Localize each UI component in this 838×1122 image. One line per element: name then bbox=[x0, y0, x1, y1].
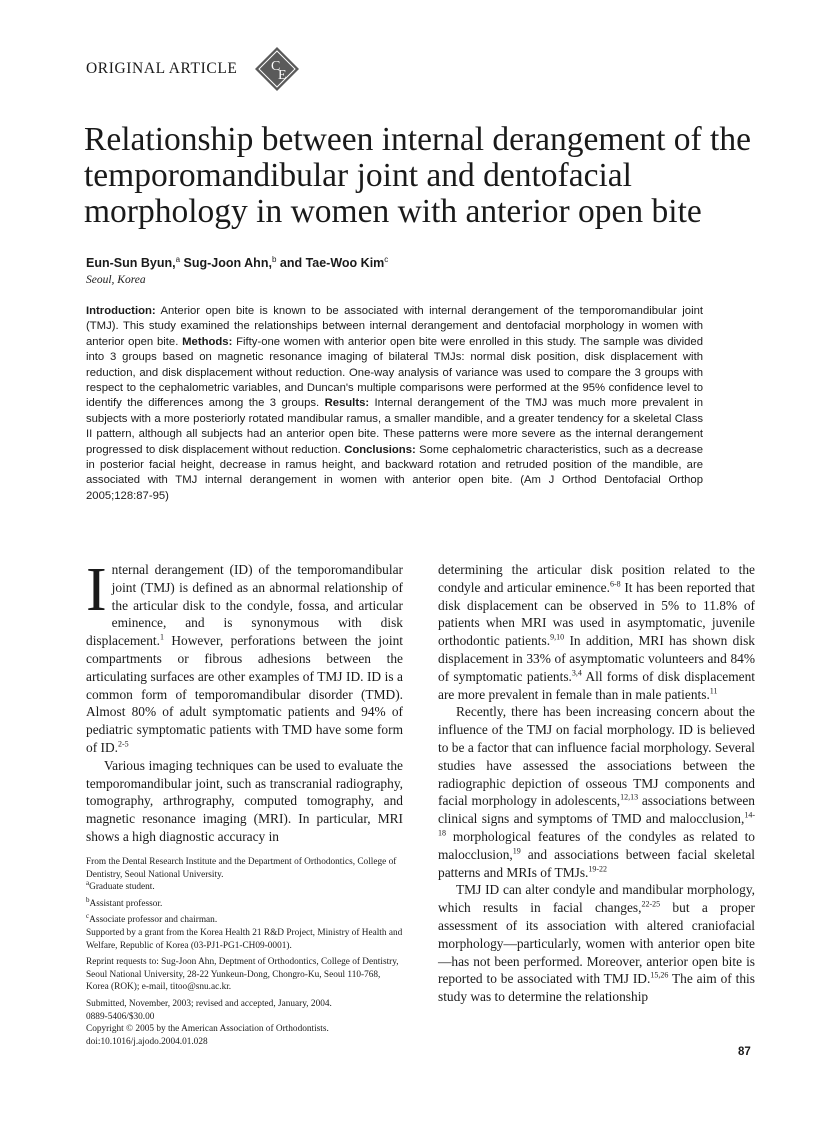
footnote-mark: b bbox=[86, 895, 90, 904]
footnote-item bbox=[86, 881, 403, 894]
footnote-submitted: Submitted, November, 2003; revised and accepted, January, 2004. bbox=[86, 998, 332, 1009]
citation-ref: 3,4 bbox=[571, 668, 582, 678]
citation-ref: 22-25 bbox=[641, 899, 661, 909]
footnote-text: Associate professor and chairman. bbox=[89, 915, 218, 926]
author-location: Seoul, Korea bbox=[86, 274, 146, 286]
author-mark: b bbox=[271, 254, 277, 264]
footnote-doi: doi:10.1016/j.ajodo.2004.01.028 bbox=[86, 1036, 208, 1047]
citation-ref: 15,26 bbox=[650, 970, 669, 980]
paragraph bbox=[86, 556, 403, 757]
footnote-affiliation: From the Dental Research Institute and the Department of Orthodontics, College of Dentistry, Seoul National University. bbox=[86, 857, 397, 880]
footnotes bbox=[86, 856, 403, 1048]
abstract-methods-label: Methods: bbox=[182, 335, 233, 348]
abstract bbox=[86, 304, 703, 504]
citation-ref: 14-18 bbox=[438, 810, 755, 838]
author-list bbox=[86, 256, 388, 270]
body-text: TMJ ID can alter condyle and mandibular morphology, which results in facial changes, bbox=[438, 882, 755, 916]
citation-ref: 9,10 bbox=[550, 632, 565, 642]
footnote-copyright: Copyright © 2005 by the American Association of Orthodontists. bbox=[86, 1024, 329, 1035]
ce-logo-icon bbox=[254, 46, 300, 92]
paragraph bbox=[438, 561, 755, 703]
article-title: Relationship between internal derangement of the temporomandibular joint and dentofacial morphology in women with anterior open bite bbox=[84, 121, 751, 230]
logo-letter-e: E bbox=[278, 68, 287, 83]
logo-letter-c: C bbox=[271, 59, 281, 74]
body-text: determining the articular disk position related to the condyle and articular eminence. bbox=[438, 562, 755, 595]
body-text: associations between clinical signs and symptoms of TMD and malocclusion, bbox=[438, 793, 755, 827]
citation-ref: 12,13 bbox=[620, 792, 639, 802]
body-text: Various imaging techniques can be used to evaluate the temporomandibular joint, such as transcranial radiography, tomography, arthrography, computed tomography, and magnetic resonance imaging (MRI). In particular, MRI shows a high diagnostic accuracy in bbox=[86, 757, 403, 844]
body-column-left bbox=[86, 556, 403, 846]
body-text: It has been reported that disk displacement can be observed in 5% to 11.8% of patients when MRI was used in asymptomatic, juvenile orthodontic patients. bbox=[438, 579, 755, 649]
page-number: 87 bbox=[738, 1046, 751, 1058]
author-name: Sug-Joon Ahn, bbox=[183, 256, 272, 270]
footnote-item bbox=[86, 914, 403, 927]
author-mark: c bbox=[384, 254, 389, 264]
citation-ref: 6-8 bbox=[609, 579, 621, 589]
paragraph bbox=[86, 757, 403, 846]
abstract-intro-text: Anterior open bite is known to be associated with internal derangement of the temporomandibular joint (TMJ). This study examined the relationships between internal derangement and dentofacial morphology in women with anterior open bite. bbox=[86, 305, 704, 348]
abstract-conclusions-label: Conclusions: bbox=[344, 443, 416, 456]
drop-cap: I bbox=[86, 556, 107, 624]
paragraph bbox=[438, 703, 755, 881]
author-name: and Tae-Woo Kim bbox=[279, 256, 385, 270]
citation-ref: 1 bbox=[160, 632, 164, 642]
body-column-right bbox=[438, 561, 755, 1006]
body-text: Recently, there has been increasing concern about the influence of the TMJ on facial morphology. ID is believed to be a factor that can influence facial morphology. Several studies have assessed the associations between the radiographic depiction of osseous TMJ components and facial morphology in adolescents, bbox=[438, 704, 755, 809]
footnote-issn: 0889-5406/$30.00 bbox=[86, 1011, 155, 1022]
body-text: However, perforations between the joint compartments or fibrous adhesions between the articulating surfaces are other examples of TMJ ID. ID is a common form of temporomandibular disorder (TMD). Almost 80% of adult symptomatic patients and 94% of pediatric symptomatic patients with TMD have some form of ID. bbox=[86, 633, 403, 755]
body-text: nternal derangement (ID) of the temporomandibular joint (TMJ) is defined as an abnormal relationship of the articular disk to the condyle, fossa, and articular eminence, and is synonymous with disk displacement. bbox=[86, 562, 403, 649]
footnote-text: Graduate student. bbox=[89, 882, 155, 893]
author-name: Eun-Sun Byun, bbox=[86, 256, 176, 270]
citation-ref: 19-22 bbox=[588, 864, 608, 874]
footnote-item bbox=[86, 895, 403, 911]
body-text: All forms of disk displacement are more prevalent in female than in male patients. bbox=[438, 668, 755, 702]
body-text: morphological features of the condyles as related to malocclusion, bbox=[438, 828, 755, 862]
citation-ref: 11 bbox=[709, 686, 718, 696]
abstract-methods-text: Fifty-one women with anterior open bite were enrolled in this study. The sample was divided into 3 groups based on magnetic resonance imaging of bilateral TMJs: normal disk position, disk displacement with reduction, and disk displacement without reduction. One-way analysis of variance was used to compare the 3 groups with respect to the cephalometric variables, and Duncan's multiple comparisons were performed at the 95% confidence level to identify the differences among the 3 groups. bbox=[86, 335, 703, 410]
section-label: ORIGINAL ARTICLE bbox=[86, 60, 238, 77]
body-text: In addition, MRI has shown disk displacement in 33% of asymptomatic volunteers and 84% of symptomatic patients. bbox=[438, 633, 755, 684]
abstract-results-label: Results: bbox=[324, 397, 370, 410]
body-text: and associations between facial skeletal patterns and MRIs of TMJs. bbox=[438, 846, 755, 880]
footnote-grant: Supported by a grant from the Korea Health 21 R&D Project, Ministry of Health and Welfare, Republic of Korea (03-PJ1-PG1-CH09-0001). bbox=[86, 927, 403, 951]
body-text: The aim of this study was to determine the relationship bbox=[438, 971, 755, 1005]
footnote-mark: a bbox=[86, 879, 90, 888]
abstract-results-text: Internal derangement of the TMJ was much more prevalent in subjects with a more posteriorly rotated mandibular ramus, a smaller mandible, and a greater tendency for a skeletal Class II pattern, although all subjects had an anterior open bite. These patterns were more severe as the internal derangement progressed to disk displacement without reduction. bbox=[86, 397, 703, 456]
author-mark: a bbox=[175, 254, 181, 264]
citation-ref: 2-5 bbox=[117, 739, 129, 749]
paragraph bbox=[438, 881, 755, 1006]
footnote-mark: c bbox=[86, 912, 90, 921]
citation-ref: 19 bbox=[512, 846, 521, 856]
footnote-reprint: Reprint requests to: Sug-Joon Ahn, Deptment of Orthodontics, College of Dentistry, Seoul National University, 28-22 Yunkeun-Dong, Chongro-Ku, Seoul 110-768, Korea (ROK); e-mail, titoo@snu.ac.kr. bbox=[86, 957, 399, 993]
abstract-intro-label: Introduction: bbox=[86, 305, 156, 317]
abstract-conclusions-text: Some cephalometric characteristics, such as a decrease in posterior facial height, decrease in ramus height, and backward rotation and retruded position of the mandible, are associated with TMJ internal derangement in women with anterior open bite. (Am J Orthod Dentofacial Orthop 2005;128:87-95) bbox=[86, 443, 704, 502]
footnote-text: Assistant professor. bbox=[89, 898, 163, 909]
body-text: but a proper assessment of its association with altered craniofacial morphology—particularly, women with anterior open bite—has not been performed. Moreover, anterior open bite is reported to be associated with TMJ ID. bbox=[438, 900, 756, 987]
